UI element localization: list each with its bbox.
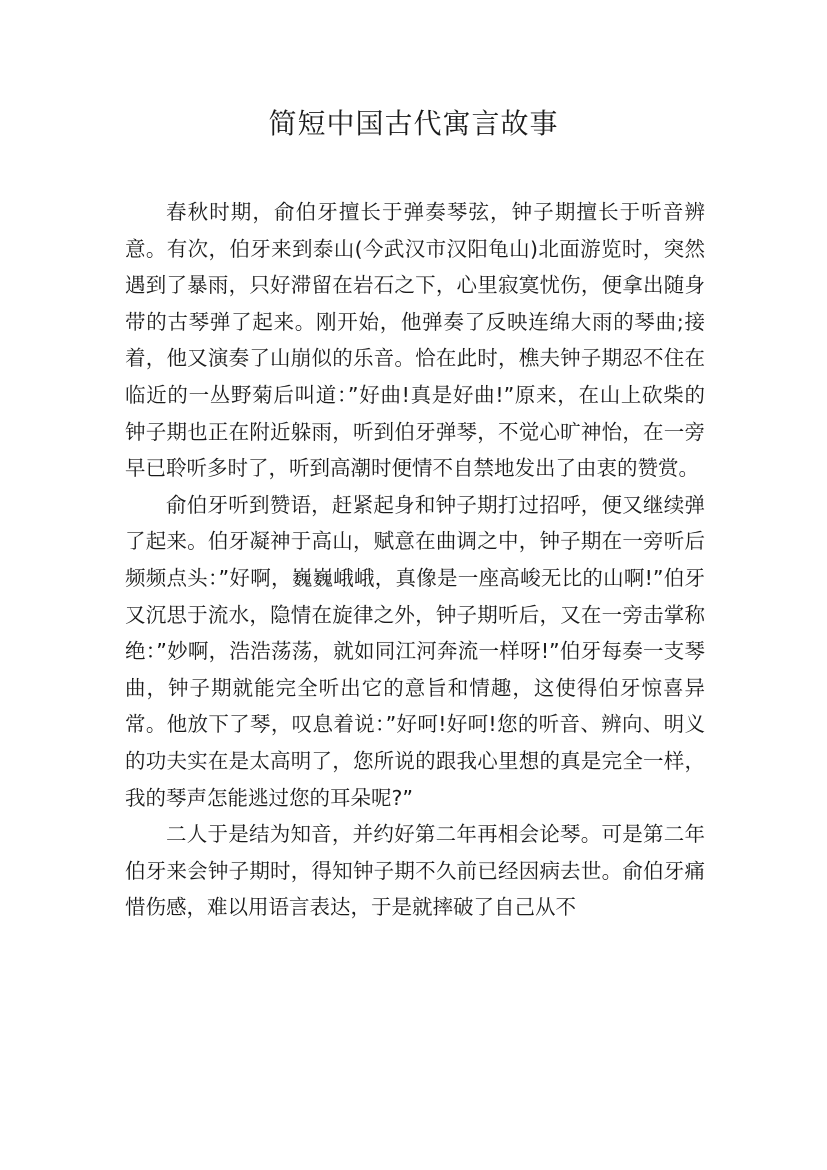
document-title: 简短中国古代寓言故事 bbox=[268, 107, 559, 140]
document-body bbox=[125, 194, 705, 926]
paragraph-3: 二人于是结为知音，并约好第二年再相会论琴。可是第二年伯牙来会钟子期时，得知钟子期不久前已经因病去世。俞伯牙痛惜伤感，难以用语言表达，于是就摔破了自己从不 bbox=[125, 822, 705, 920]
paragraph-2: 俞伯牙听到赞语，赶紧起身和钟子期打过招呼，便又继续弹了起来。伯牙凝神于高山，赋意在曲调之中，钟子期在一旁听后频频点头：”好啊，巍巍峨峨，真像是一座高峻无比的山啊!”伯牙又沉思于流水，隐情在旋律之外，钟子期听后，又在一旁击掌称绝：”妙啊，浩浩荡荡，就如同江河奔流一样呀!”伯牙每奏一支琴曲，钟子期就能完全听出它的意旨和情趣，这使得伯牙惊喜异常。他放下了琴，叹息着说：”好呵!好呵!您的听音、辨向、明义的功夫实在是太高明了，您所说的跟我心里想的真是完全一样，我的琴声怎能逃过您的耳朵呢?” bbox=[125, 492, 705, 810]
paragraph-1: 春秋时期，俞伯牙擅长于弹奏琴弦，钟子期擅长于听音辨意。有次，伯牙来到泰山(今武汉市汉阳龟山)北面游览时，突然遇到了暴雨，只好滞留在岩石之下，心里寂寞忧伤，便拿出随身带的古琴弹了起来。刚开始，他弹奏了反映连绵大雨的琴曲;接着，他又演奏了山崩似的乐音。恰在此时，樵夫钟子期忍不住在临近的一丛野菊后叫道：”好曲!真是好曲!”原来，在山上砍柴的钟子期也正在附近躲雨，听到伯牙弹琴，不觉心旷神怡，在一旁早已聆听多时了，听到高潮时便情不自禁地发出了由衷的赞赏。 bbox=[125, 200, 705, 481]
